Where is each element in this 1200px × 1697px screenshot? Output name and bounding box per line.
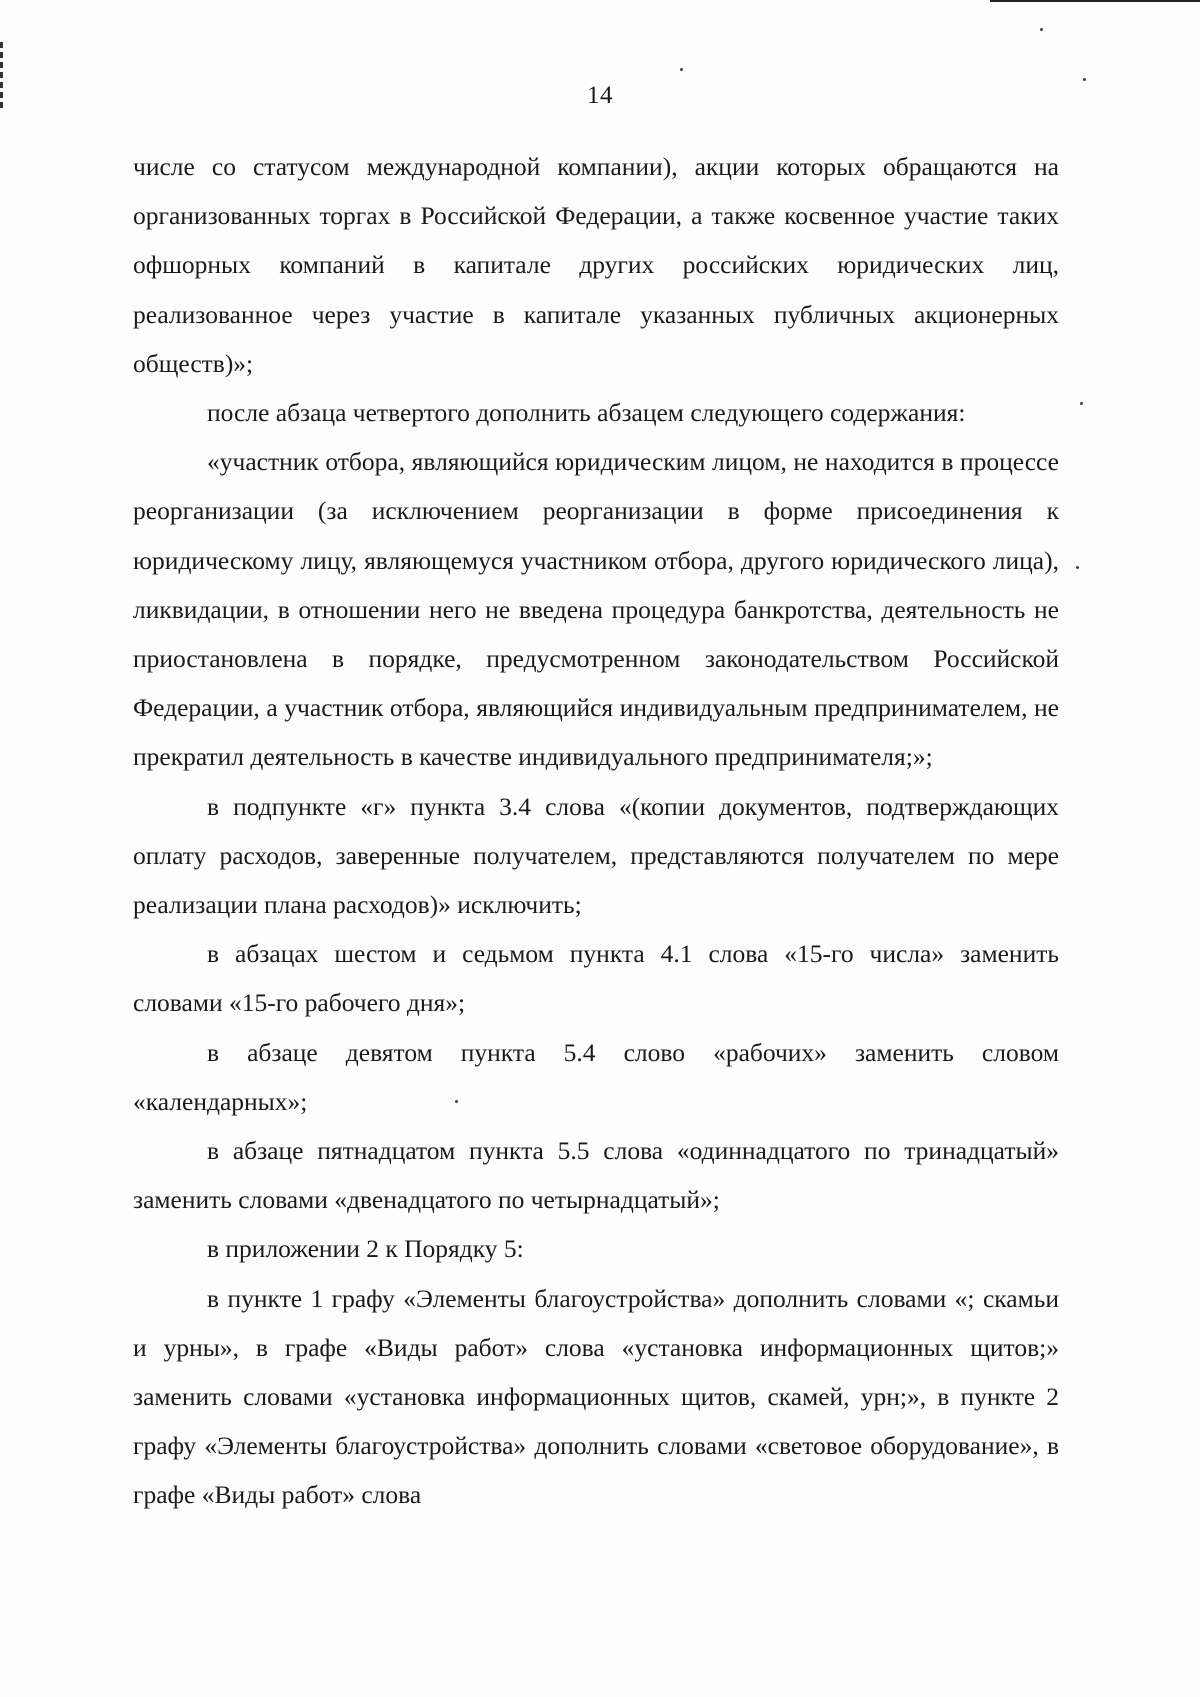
paragraph: в абзацах шестом и седьмом пункта 4.1 слова «15-го числа» заменить словами «15-го рабочего дня»; <box>133 939 1059 1018</box>
paragraph: после абзаца четвертого дополнить абзацем следующего содержания: <box>207 398 966 428</box>
paragraph: в абзаце девятом пункта 5.4 слово «рабочих» заменить словом «календарных»; <box>133 1037 1059 1116</box>
document-body <box>133 142 1059 1520</box>
scan-speck <box>1080 402 1083 405</box>
top-edge-rule <box>990 0 1200 2</box>
paragraph-continuation: числе со статусом международной компании), акции которых обращаются на организованных торгах в Российской Федерации, а также косвенное участие таких офшорных компаний в капитале других российских юридических лиц, реализованное через участие в капитале указанных публичных акционерных обществ)»; <box>133 152 1059 378</box>
scan-speck <box>1040 28 1043 31</box>
paragraph: в пункте 1 графу «Элементы благоустройства» дополнить словами «; скамьи и урны», в графе «Виды работ» слова «установка информационных щитов;» заменить словами «установка информационных щитов, скамей, урн;», в пункте 2 графу «Элементы благоустройства» дополнить словами «световое оборудование», в графе «Виды работ» слова <box>133 1283 1059 1510</box>
paragraph: в приложении 2 к Порядку 5: <box>207 1234 524 1264</box>
scan-speck <box>1083 78 1086 81</box>
paragraph: в абзаце пятнадцатом пункта 5.5 слова «одиннадцатого по тринадцатый» заменить словами «двенадцатого по четырнадцатый»; <box>133 1136 1059 1215</box>
scan-speck <box>680 68 683 71</box>
scan-speck <box>1076 566 1079 569</box>
page-number: 14 <box>587 82 613 109</box>
paragraph: «участник отбора, являющийся юридическим лицом, не находится в процессе реорганизации (за исключением реорганизации в форме присоединения к юридическому лицу, являющемуся участником отбора, другого юридического лица), ликвидации, в отношении него не введена процедура банкротства, деятельность не приостановлена в порядке, предусмотренном законодательством Российской Федерации, а участник отбора, являющийся индивидуальным предпринимателем, не прекратил деятельность в качестве индивидуального предпринимателя;»; <box>133 447 1059 772</box>
paragraph: в подпункте «г» пункта 3.4 слова «(копии документов, подтверждающих оплату расходов, заверенные получателем, представляются получателем по мере реализации плана расходов)» исключить; <box>133 791 1059 920</box>
